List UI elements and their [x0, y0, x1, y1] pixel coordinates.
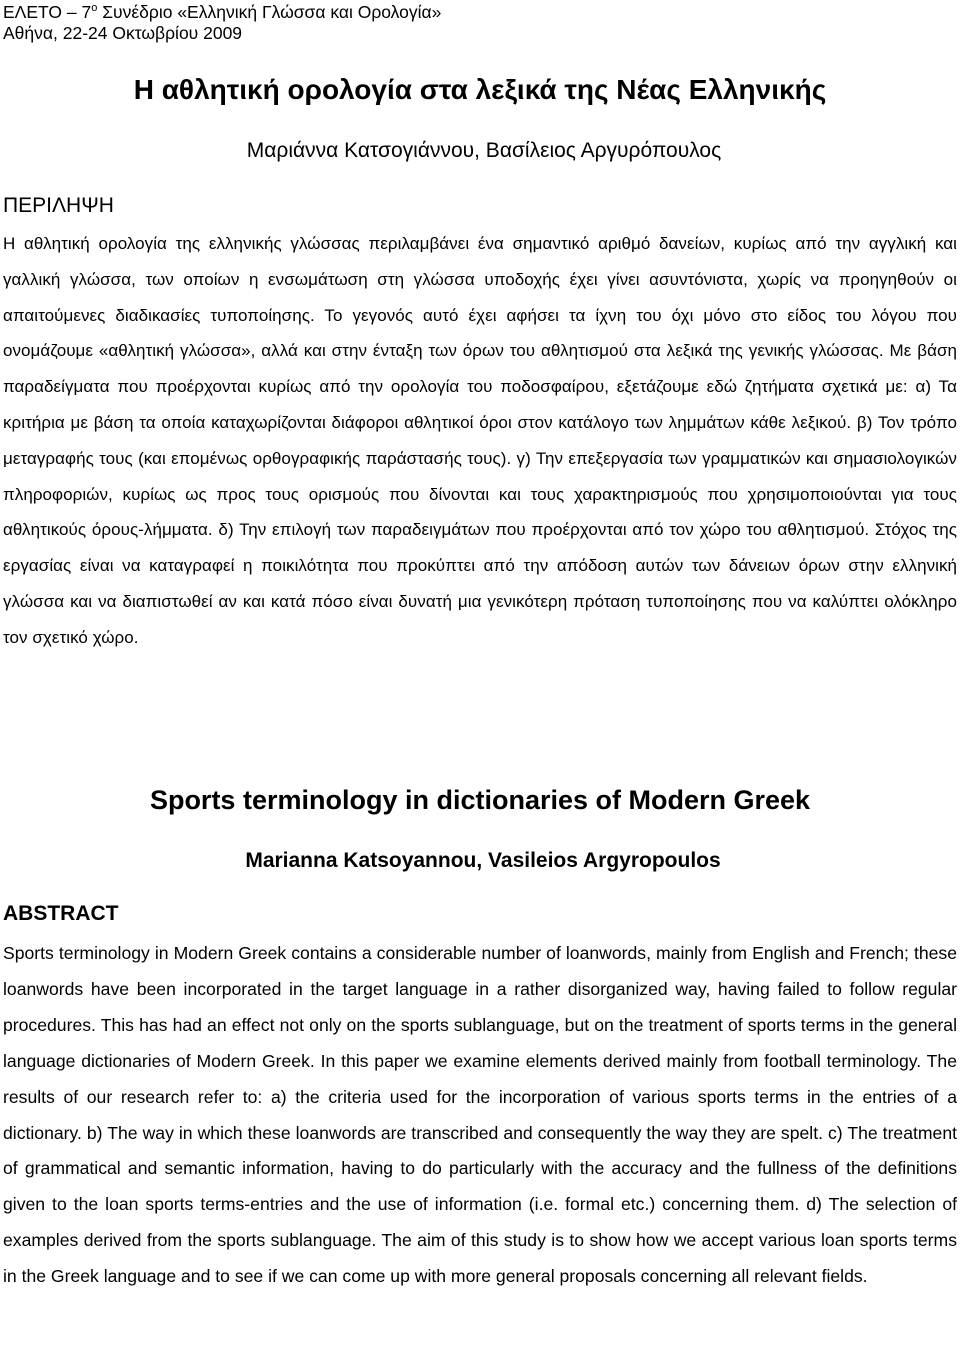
greek-abstract-text: Η αθλητική ορολογία της ελληνικής γλώσσας περιλαμβάνει ένα σημαντικό αριθμό δανείων, κυρίως από την αγγλική και γαλλική γλώσσα, των οποίων η ενσωμάτωση στη γλώσσα υποδοχής έχει γίνει ασυντόνιστα, χωρίς να προηγηθούν οι απαιτούμενες διαδικασίες τυποποίησης. Το γεγονός αυτό έχει αφήσει τα ίχνη του όχι μόνο στο είδος του λόγου που ονομάζουμε «αθλητική γλώσσα», αλλά και στην ένταξη των όρων του αθλητισμού στα λεξικά της γενικής γλώσσας. Με βάση παραδείγματα που προέρχονται κυρίως από την ορολογία του ποδοσφαίρου, εξετάζουμε εδώ ζητήματα σχετικά με: α) Τα κριτήρια με βάση τα οποία καταχωρίζονται διάφοροι αθλητικοί όροι στον κατάλογο των λημμάτων κάθε λεξικού. β) Τον τρόπο μεταγραφής τους (και επομένως ορθογραφικής παράστασής τους). γ) Την επεξεργασία των γραμματικών και σημασιολογικών πληροφοριών, κυρίως ως προς τους ορισμούς που δίνονται και τους χαρακτηρισμούς που χρησιμοποιούνται για τους αθλητικούς όρους-λήμματα. δ) Την επιλογή των παραδειγμάτων που προέρχονται από τον χώρο του αθλητισμού. Στόχος της εργασίας είναι να καταγραφεί η ποικιλότητα που προκύπτει από την απόδοση αυτών των δάνειων όρων στην ελληνική γλώσσα και να διαπιστωθεί αν και κατά πόσο είναι δυνατή μια γενικότερη πρόταση τυποποίησης που να καλύπτει ολόκληρο τον σχετικό χώρο. — [3, 234, 957, 647]
greek-authors: Μαριάννα Κατσογιάννου, Βασίλειος Αργυρόπουλος — [246, 139, 722, 162]
english-authors: Marianna Katsoyannou, Vasileios Argyropoulos — [245, 849, 721, 872]
english-abstract-heading: ABSTRACT — [3, 902, 119, 925]
conference-line-2: Αθήνα, 22-24 Οκτωβρίου 2009 — [3, 23, 243, 43]
conference-header — [3, 2, 441, 44]
english-paper-title: Sports terminology in dictionaries of Modern Greek — [149, 785, 811, 815]
greek-paper-title: Η αθλητική ορολογία στα λεξικά της Νέας Ελληνικής — [133, 74, 827, 105]
greek-abstract-heading: ΠΕΡΙΛΗΨΗ — [3, 194, 114, 217]
conference-line-1 — [3, 2, 441, 23]
conference-name-prefix: ΕΛΕΤΟ – 7 — [3, 2, 92, 22]
english-abstract-text: Sports terminology in Modern Greek contains a considerable number of loanwords, mainly from English and French; these loanwords have been incorporated in the target language in a rather disorganized way, having failed to follow regular procedures. This has had an effect not only on the sports sublanguage, but on the treatment of sports terms in the general language dictionaries of Modern Greek. In this paper we examine elements derived mainly from football terminology. The results of our research refer to: a) the criteria used for the incorporation of various sports terms in the entries of a dictionary. b) The way in which these loanwords are transcribed and consequently the way they are spelt. c) The treatment of grammatical and semantic information, having to do particularly with the accuracy and the fullness of the definitions given to the loan sports terms-entries and the use of information (i.e. formal etc.) concerning them. d) The selection of examples derived from the sports sublanguage. The aim of this study is to show how we accept various loan sports terms in the Greek language and to see if we can come up with more general proposals concerning all relevant fields. — [3, 943, 957, 1287]
ordinal-superscript: ο — [91, 2, 98, 14]
conference-name-suffix: Συνέδριο «Ελληνική Γλώσσα και Ορολογία» — [97, 2, 442, 22]
